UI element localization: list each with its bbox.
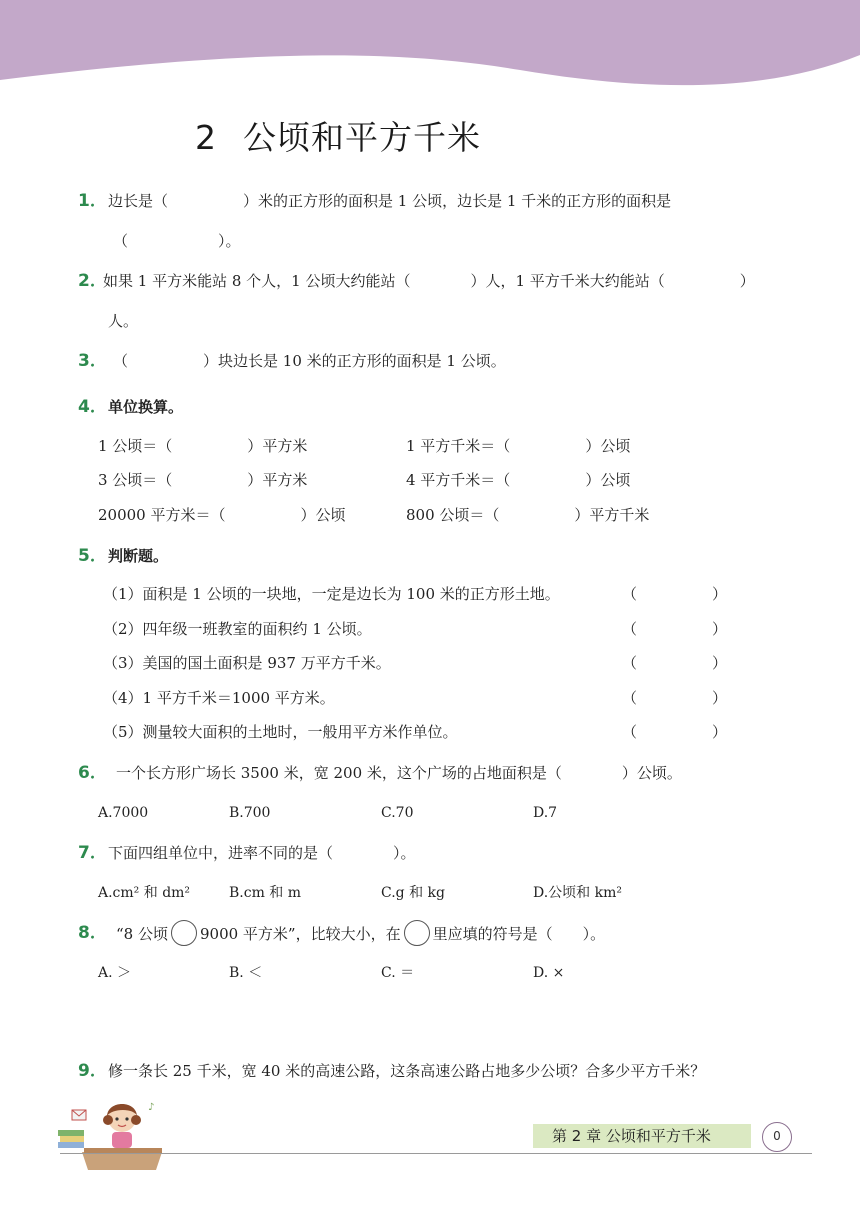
question-3-line1: （ ）块边长是 10 米的正方形的面积是 1 公顷。	[113, 352, 506, 370]
choice-option: D.7	[533, 805, 558, 821]
choice-option: D. ×	[533, 965, 565, 981]
question-8-part3: 里应填的符号是（ ）。	[432, 925, 606, 943]
choice-option: C.g 和 kg	[381, 885, 445, 901]
question-8-part1: “8 公顷	[116, 925, 168, 943]
conversion-item: 1 平方千米＝（ ）公顷	[406, 437, 631, 455]
question-6-line1: 一个长方形广场长 3500 米，宽 200 米，这个广场的占地面积是（ ）公顷。	[116, 764, 682, 782]
question-number: 6．	[78, 763, 107, 783]
question-1-line1: 边长是（ ）米的正方形的面积是 1 公顷，边长是 1 千米的正方形的面积是	[108, 192, 672, 210]
answer-blank: （ ）	[622, 620, 728, 638]
question-5-heading: 判断题。	[108, 547, 169, 565]
judgement-item: （2）四年级一班教室的面积约 1 公顷。	[103, 620, 372, 638]
choice-option: B.700	[229, 805, 271, 821]
choice-option: A.cm² 和 dm²	[98, 885, 191, 901]
question-number: 5．	[78, 546, 107, 566]
question-2-line2: 人。	[108, 312, 139, 330]
choice-option: C. ＝	[381, 965, 415, 981]
compare-circle-blank	[404, 920, 430, 946]
conversion-item: 3 公顷＝（ ）平方米	[98, 471, 308, 489]
judgement-item: （3）美国的国土面积是 937 万平方千米。	[103, 654, 391, 672]
header-banner	[0, 0, 860, 100]
answer-blank: （ ）	[622, 585, 728, 603]
title-text: 公顷和平方千米	[243, 118, 481, 157]
question-7-line1: 下面四组单位中，进率不同的是（ ）。	[108, 844, 416, 862]
choice-option: A.7000	[98, 805, 149, 821]
compare-circle-blank	[171, 920, 197, 946]
footer-divider	[60, 1153, 812, 1154]
judgement-item: （5）测量较大面积的土地时，一般用平方米作单位。	[103, 723, 458, 741]
choice-option: C.70	[381, 805, 414, 821]
answer-blank: （ ）	[622, 689, 728, 707]
question-number: 9．	[78, 1061, 107, 1081]
judgement-item: （4）1 平方千米＝1000 平方米。	[103, 689, 335, 707]
question-9-line1: 修一条长 25 千米，宽 40 米的高速公路，这条高速公路占地多少公顷？合多少平方千米？	[108, 1062, 706, 1080]
conversion-item: 1 公顷＝（ ）平方米	[98, 437, 308, 455]
choice-option: B.cm 和 m	[229, 885, 302, 901]
question-number: 7．	[78, 843, 107, 863]
page-number: 0	[762, 1122, 792, 1152]
question-number: 8．	[78, 923, 107, 943]
choice-option: B. ＜	[229, 965, 263, 981]
question-2-line1: 如果 1 平方米能站 8 个人，1 公顷大约能站（ ）人，1 平方千米大约能站（ ）	[103, 272, 755, 290]
student-mascot-illustration	[52, 1090, 172, 1170]
conversion-item: 800 公顷＝（ ）平方千米	[406, 506, 650, 524]
question-1-line2: （ ）。	[113, 232, 241, 250]
footer-chapter-label: 第 2 章 公顷和平方千米	[552, 1127, 711, 1145]
question-8-part2: 9000 平方米”，比较大小，在	[199, 925, 401, 943]
answer-blank: （ ）	[622, 723, 728, 741]
question-8-line1	[116, 922, 605, 948]
question-number: 1．	[78, 191, 107, 211]
question-number: 4．	[78, 397, 107, 417]
judgement-item: （1）面积是 1 公顷的一块地，一定是边长为 100 米的正方形土地。	[103, 585, 560, 603]
title-number: 2	[195, 118, 217, 157]
page-title	[195, 112, 481, 159]
question-number: 2．	[78, 271, 107, 291]
answer-blank: （ ）	[622, 654, 728, 672]
svg-text:♪: ♪	[148, 1102, 155, 1113]
question-4-heading: 单位换算。	[108, 398, 184, 416]
choice-option: A. ＞	[98, 965, 132, 981]
conversion-item: 4 平方千米＝（ ）公顷	[406, 471, 631, 489]
question-number: 3．	[78, 351, 107, 371]
conversion-item: 20000 平方米＝（ ）公顷	[98, 506, 346, 524]
choice-option: D.公顷和 km²	[533, 885, 622, 901]
